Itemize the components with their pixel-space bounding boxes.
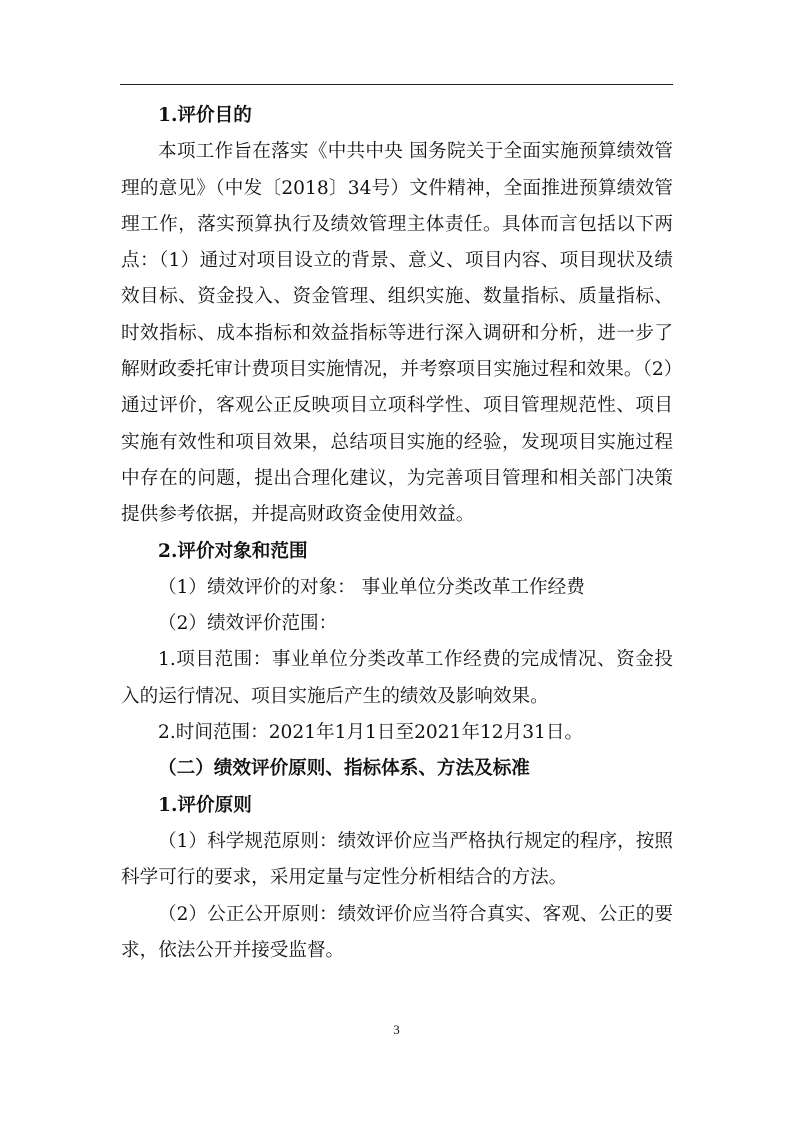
principle-fair-open: （2）公正公开原则：绩效评价应当符合真实、客观、公正的要求，依法公开并接受监督。 — [121, 903, 673, 961]
page-number: 3 — [393, 1022, 400, 1037]
item-project-range: 1.项目范围：事业单位分类改革工作经费的完成情况、资金投入的运行情况、项目实施后产生的绩效及影响效果。 — [121, 649, 673, 707]
item-evaluation-range: （2）绩效评价范围： — [158, 613, 338, 635]
item-evaluation-object: （1）绩效评价的对象： 事业单位分类改革工作经费 — [158, 576, 585, 598]
heading-evaluation-principles: 1.评价原则 — [158, 794, 252, 816]
item-time-range: 2.时间范围：2021年1月1日至2021年12月31日。 — [158, 722, 584, 744]
header-rule — [120, 84, 673, 85]
section-heading-principles: （二）绩效评价原则、指标体系、方法及标准 — [158, 758, 530, 780]
heading-evaluation-scope: 2.评价对象和范围 — [158, 540, 308, 562]
document-body — [121, 98, 673, 969]
heading-evaluation-purpose: 1.评价目的 — [158, 105, 252, 126]
principle-scientific: （1）科学规范原则：绩效评价应当严格执行规定的程序，按照科学可行的要求，采用定量与定性分析相结合的方法。 — [121, 830, 673, 889]
paragraph-evaluation-purpose: 本项工作旨在落实《中共中央 国务院关于全面实施预算绩效管理的意见》（中发〔2018〕34号）文件精神，全面推进预算绩效管理工作，落实预算执行及绩效管理主体责任。具体而言包括以下两点：（1）通过对项目设立的背景、意义、项目内容、项目现状及绩效目标、资金投入、资金管理、组织实施、数量指标、质量指标、时效指标、成本指标和效益指标等进行深入调研和分析，进一步了解财政委托审计费项目实施情况，并考察项目实施过程和效果。（2）通过评价，客观公正反映项目立项科学性、项目管理规范性、项目实施有效性和项目效果，总结项目实施的经验，发现项目实施过程中存在的问题，提出合理化建议，为完善项目管理和相关部门决策提供参考依据，并提高财政资金使用效益。 — [121, 141, 673, 526]
